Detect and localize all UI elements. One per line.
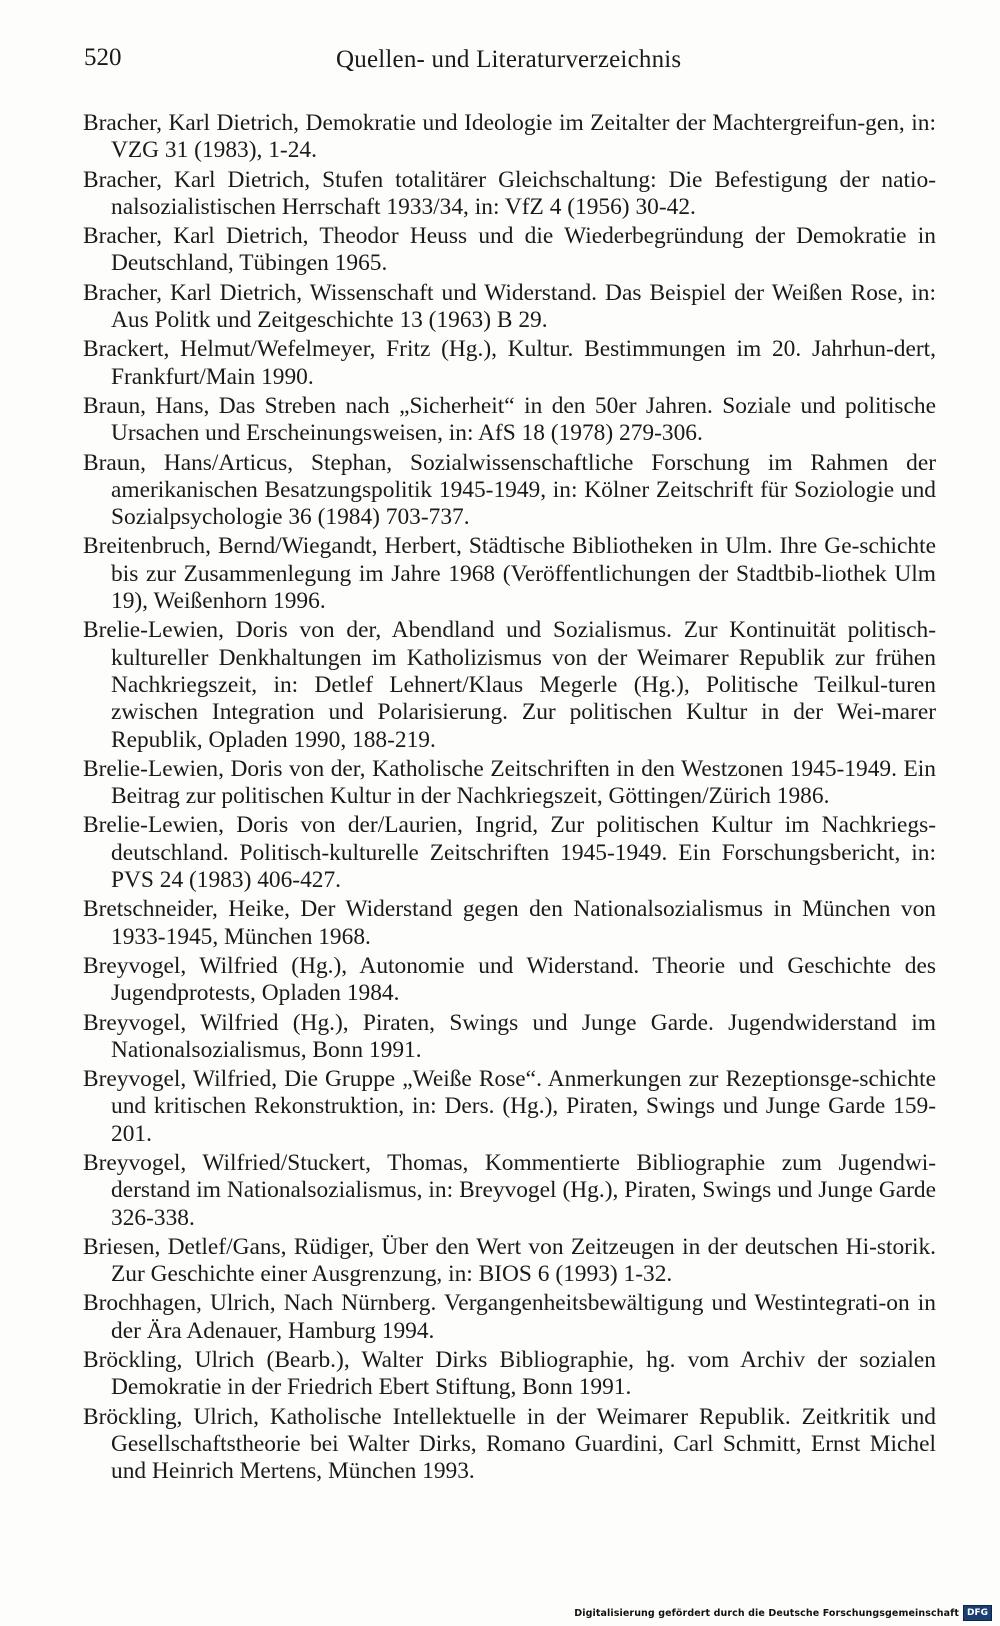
bibliography-entry: Breitenbruch, Bernd/Wiegandt, Herbert, Städtische Bibliotheken in Ulm. Ihre Ge-schichte bis zur Zusammenlegung im Jahre 1968 (Veröffentlichungen der Stadtbib-liothek Ulm 19), Weißenhorn 1996. (83, 533, 936, 615)
digitization-footer (574, 1604, 992, 1622)
bibliography-entry: Braun, Hans, Das Streben nach „Sicherheit“ in den 50er Jahren. Soziale und politische Ursachen und Erscheinungsweisen, in: AfS 18 (1978) 279-306. (83, 392, 936, 447)
bibliography-entry: Bracher, Karl Dietrich, Stufen totalitärer Gleichschaltung: Die Befestigung der natio-nalsozialistischen Herrschaft 1933/34, in: VfZ 4 (1956) 30-42. (83, 166, 936, 220)
running-head (84, 44, 684, 84)
bibliography-entry: Brelie-Lewien, Doris von der, Abendland und Sozialismus. Zur Kontinuität politisch-kultureller Denkhaltungen im Katholizismus von der Weimarer Republik zur frühen Nachkriegszeit, in: Detlef Lehnert/Klaus Megerle (Hg.), Politische Teilkul-turen zwischen Integration und Polarisierung. Zur politischen Kultur in der Wei-marer Republik, Opladen 1990, 188-219. (83, 617, 936, 753)
page-number: 520 (84, 44, 122, 71)
bibliography-entry: Bracher, Karl Dietrich, Demokratie und Ideologie im Zeitalter der Machtergreifun-gen, in: VZG 31 (1983), 1-24. (83, 110, 936, 164)
bibliography-entry: Bracher, Karl Dietrich, Theodor Heuss und die Wiederbegründung der Demokratie in Deutschland, Tübingen 1965. (83, 223, 936, 277)
bibliography-entry: Bröckling, Ulrich, Katholische Intellektuelle in der Weimarer Republik. Zeitkritik und Gesellschaftstheorie bei Walter Dirks, Romano Guardini, Carl Schmitt, Ernst Michel und Heinrich Mertens, München 1993. (83, 1403, 936, 1485)
bibliography-list (83, 110, 936, 1488)
bibliography-entry: Breyvogel, Wilfried, Die Gruppe „Weiße Rose“. Anmerkungen zur Rezeptionsge-schichte und kritischen Rekonstruktion, in: Ders. (Hg.), Piraten, Swings und Junge Garde 159-201. (83, 1066, 936, 1147)
footer-text: Digitalisierung gefördert durch die Deutsche Forschungsgemeinschaft (574, 1607, 959, 1619)
bibliography-entry: Brackert, Helmut/Wefelmeyer, Fritz (Hg.), Kultur. Bestimmungen im 20. Jahrhun-dert, Frankfurt/Main 1990. (83, 336, 936, 390)
bibliography-entry: Braun, Hans/Articus, Stephan, Sozialwissenschaftliche Forschung im Rahmen der amerikanischen Besatzungspolitik 1945-1949, in: Kölner Zeitschrift für Soziologie und Sozialpsychologie 36 (1984) 703-737. (83, 449, 936, 531)
bibliography-entry: Breyvogel, Wilfried (Hg.), Piraten, Swings und Junge Garde. Jugendwiderstand im Nationalsozialismus, Bonn 1991. (83, 1009, 936, 1063)
bibliography-entry: Brelie-Lewien, Doris von der, Katholische Zeitschriften in den Westzonen 1945-1949. Ein Beitrag zur politischen Kultur in der Nachkriegszeit, Göttingen/Zürich 1986. (83, 755, 936, 810)
running-head-title: Quellen- und Literaturverzeichnis (336, 46, 682, 73)
bibliography-entry: Breyvogel, Wilfried/Stuckert, Thomas, Kommentierte Bibliographie zum Jugendwi-derstand im Nationalsozialismus, in: Breyvogel (Hg.), Piraten, Swings und Junge Garde 326-338. (83, 1149, 936, 1231)
dfg-logo: DFG (963, 1605, 992, 1621)
bibliography-entry: Brochhagen, Ulrich, Nach Nürnberg. Vergangenheitsbewältigung und Westintegrati-on in der Ära Adenauer, Hamburg 1994. (83, 1290, 936, 1344)
bibliography-entry: Brelie-Lewien, Doris von der/Laurien, Ingrid, Zur politischen Kultur im Nachkriegs-deutschland. Politisch-kulturelle Zeitschriften 1945-1949. Ein Forschungsbericht, in: PVS 24 (1983) 406-427. (83, 812, 936, 894)
bibliography-entry: Breyvogel, Wilfried (Hg.), Autonomie und Widerstand. Theorie und Geschichte des Jugendprotests, Opladen 1984. (83, 952, 936, 1007)
bibliography-entry: Bröckling, Ulrich (Bearb.), Walter Dirks Bibliographie, hg. vom Archiv der sozialen Demokratie in der Friedrich Ebert Stiftung, Bonn 1991. (83, 1347, 936, 1401)
bibliography-entry: Bretschneider, Heike, Der Widerstand gegen den Nationalsozialismus in München von 1933-1945, München 1968. (83, 896, 936, 950)
bibliography-entry: Bracher, Karl Dietrich, Wissenschaft und Widerstand. Das Beispiel der Weißen Rose, in: Aus Politk und Zeitgeschichte 13 (1963) B 29. (83, 279, 936, 334)
bibliography-entry: Briesen, Detlef/Gans, Rüdiger, Über den Wert von Zeitzeugen in der deutschen Hi-storik. Zur Geschichte einer Ausgrenzung, in: BIOS 6 (1993) 1-32. (83, 1233, 936, 1288)
